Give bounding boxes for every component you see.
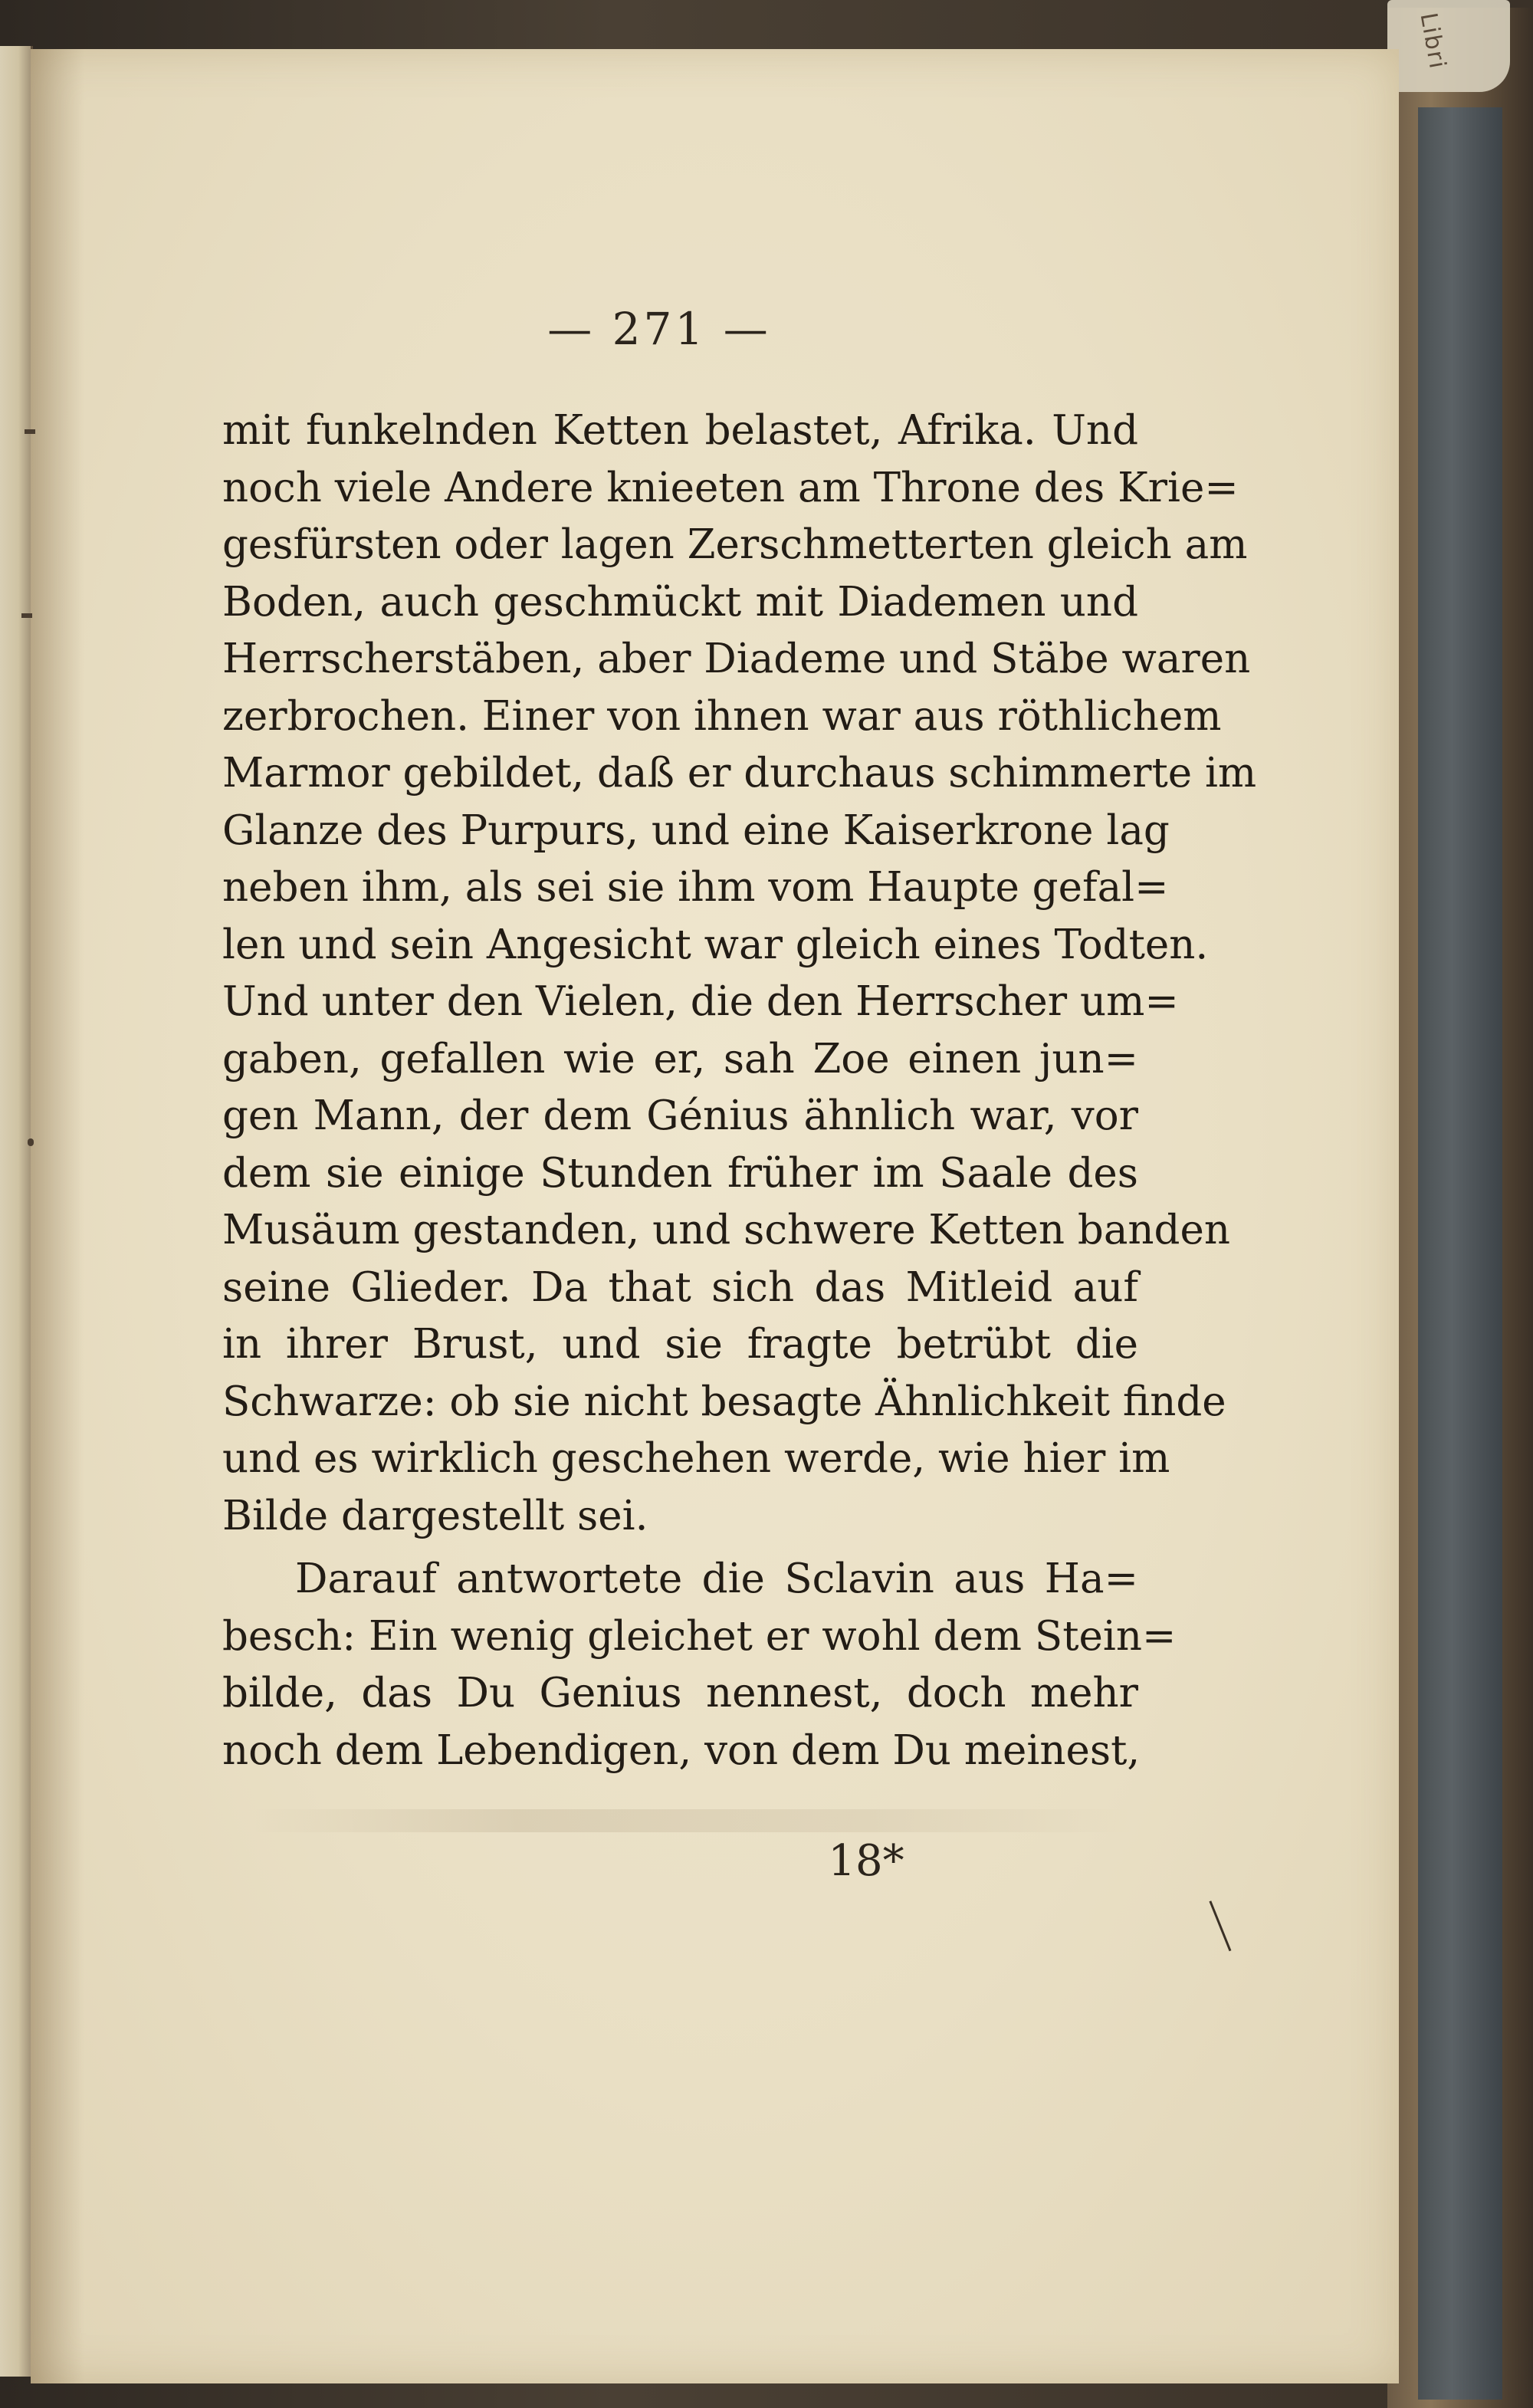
text-line: Marmor gebildet, daß er durchaus schimmerte im — [222, 750, 1257, 797]
page-number-header: — 271 — — [547, 303, 771, 355]
margin-mark — [25, 429, 35, 434]
text-line: in ihrer Brust, und sie fragte betrübt die — [222, 1321, 1138, 1368]
paragraph-gap — [222, 1545, 1138, 1551]
text-line: Bilde dargestellt sei. — [222, 1492, 648, 1539]
text-line: zerbrochen. Einer von ihnen war aus röthlichem — [222, 692, 1222, 740]
text-line: noch viele Andere knieeten am Throne des Krie= — [222, 464, 1239, 511]
text-line: gaben, gefallen wie er, sah Zoe einen jun= — [222, 1035, 1138, 1082]
text-line: Herrscherstäben, aber Diademe und Stäbe waren — [222, 636, 1251, 682]
text-line: seine Glieder. Da that sich das Mitleid auf — [222, 1263, 1138, 1311]
body-text — [222, 402, 1257, 1779]
signature-mark: 18* — [828, 1836, 904, 1886]
text-line: dem sie einige Stunden früher im Saale des — [222, 1149, 1138, 1197]
book-cover-inner-edge — [1418, 107, 1502, 2400]
page-gutter-shadow — [31, 49, 84, 2383]
text-line: mit funkelnden Ketten belastet, Afrika. Und — [222, 407, 1138, 454]
binding-label-text: Libri — [1414, 11, 1451, 72]
show-through-text — [253, 1809, 1134, 1832]
text-line: gen Mann, der dem Génius ähnlich war, vor — [222, 1092, 1138, 1139]
text-line: neben ihm, als sei sie ihm vom Haupte gefal= — [222, 864, 1169, 911]
text-line: Boden, auch geschmückt mit Diademen und — [222, 578, 1138, 626]
text-line: bilde, das Du Genius nennest, doch mehr — [222, 1670, 1138, 1716]
margin-mark — [28, 1138, 34, 1146]
text-line: Und unter den Vielen, die den Herrscher um= — [222, 978, 1179, 1025]
margin-mark — [21, 613, 32, 618]
text-line: len und sein Angesicht war gleich eines Todten. — [222, 921, 1209, 968]
text-line: Glanze des Purpurs, und eine Kaiserkrone lag — [222, 806, 1170, 854]
text-line: besch: Ein wenig gleichet er wohl dem Stein= — [222, 1612, 1177, 1660]
text-line: Schwarze: ob sie nicht besagte Ähnlichkeit finde — [222, 1378, 1226, 1425]
facing-page-edge — [0, 46, 33, 2377]
text-line: und es wirklich geschehen werde, wie hier im — [222, 1435, 1170, 1482]
binding-label-sticker — [1387, 0, 1510, 92]
text-line: Darauf antwortete die Sclavin aus Ha= — [295, 1556, 1138, 1602]
text-line: noch dem Lebendigen, von dem Du meinest, — [222, 1726, 1141, 1774]
text-line: gesfürsten oder lagen Zerschmetterten gleich am — [222, 521, 1248, 568]
text-line: Musäum gestanden, und schwere Ketten banden — [222, 1207, 1230, 1253]
